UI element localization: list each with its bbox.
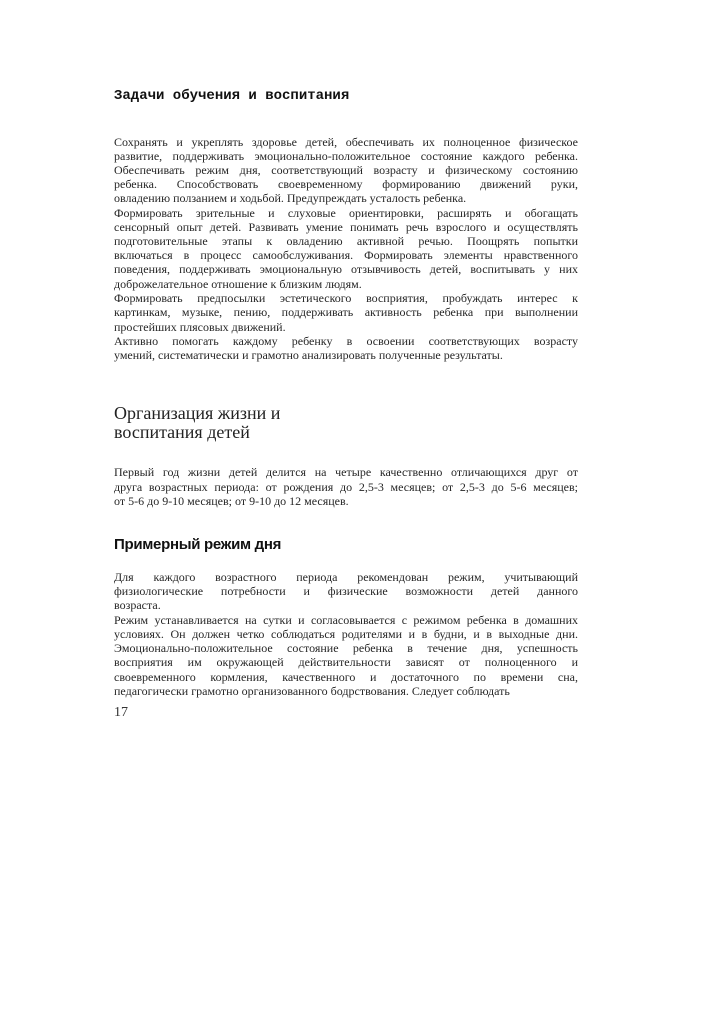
section-title-organization-line1: Организация жизни и	[114, 403, 281, 423]
text-line: овладению ползанием и ходьбой. Предупреждать усталость ребенка.	[114, 191, 467, 205]
text-line: картинкам, музыке, пению, поддерживать активность ребенка при выполнении	[114, 305, 578, 319]
page-number: 17	[114, 705, 128, 720]
text-line: умений, систематически и грамотно анализировать полученные результаты.	[114, 348, 503, 362]
text-line: Обеспечивать режим дня, соответствующий возрасту и физическому состоянию	[114, 163, 578, 177]
text-line: Первый год жизни детей делится на четыре качественно отличающихся друг от	[114, 465, 578, 479]
section-title-daily-routine: Примерный режим дня	[114, 536, 282, 553]
section-title-organization-line2: воспитания детей	[114, 422, 250, 442]
text-line: Эмоционально-положительное состояние ребенка в течение дня, успешность	[114, 641, 578, 655]
text-line: простейших плясовых движений.	[114, 320, 286, 334]
section-title-tasks: Задачи обучения и воспитания	[114, 88, 350, 104]
text-line: педагогически грамотно организованного бодрствования. Следует соблюдать	[114, 684, 510, 698]
text-line: сенсорный опыт детей. Развивать умение понимать речь взрослого и осуществлять	[114, 220, 578, 234]
text-line: друга возрастных периода: от рождения до 2,5-3 месяцев; от 2,5-3 до 5-6 месяцев;	[114, 480, 578, 494]
text-line: своевременного кормления, качественного и достаточного по времени сна,	[114, 670, 578, 684]
text-line: Формировать предпосылки эстетического восприятия, пробуждать интерес к	[114, 291, 578, 305]
text-line: подготовительные этапы к овладению активной речью. Поощрять попытки	[114, 234, 578, 248]
text-line: Режим устанавливается на сутки и согласовывается с режимом ребенка в домашних	[114, 613, 578, 627]
text-line: поведения, поддерживать эмоциональную отзывчивость детей, воспитывать у них	[114, 262, 578, 276]
text-line: развитие, поддерживать эмоционально-положительное состояние каждого ребенка.	[114, 149, 578, 163]
text-line: восприятия им окружающей действительности зависят от полноценного и	[114, 655, 578, 669]
text-line: Сохранять и укреплять здоровье детей, обеспечивать их полноценное физическое	[114, 135, 578, 149]
text-line: физиологические потребности и физические возможности детей данного	[114, 584, 578, 598]
text-line: ребенка. Способствовать своевременному формированию движений руки,	[114, 177, 578, 191]
text-line: Для каждого возрастного периода рекомендован режим, учитывающий	[114, 570, 578, 584]
text-line: доброжелательное отношение к близким людям.	[114, 277, 362, 291]
text-line: возраста.	[114, 598, 161, 612]
text-line: от 5-6 до 9-10 месяцев; от 9-10 до 12 месяцев.	[114, 494, 349, 508]
text-line: Формировать зрительные и слуховые ориентировки, расширять и обогащать	[114, 206, 578, 220]
text-line: Активно помогать каждому ребенку в освоении соответствующих возрасту	[114, 334, 578, 348]
text-line: включаться в процесс самообслуживания. Формировать элементы нравственного	[114, 248, 578, 262]
text-line: условиях. Он должен четко соблюдаться родителями и в будни, и в выходные дни.	[114, 627, 578, 641]
